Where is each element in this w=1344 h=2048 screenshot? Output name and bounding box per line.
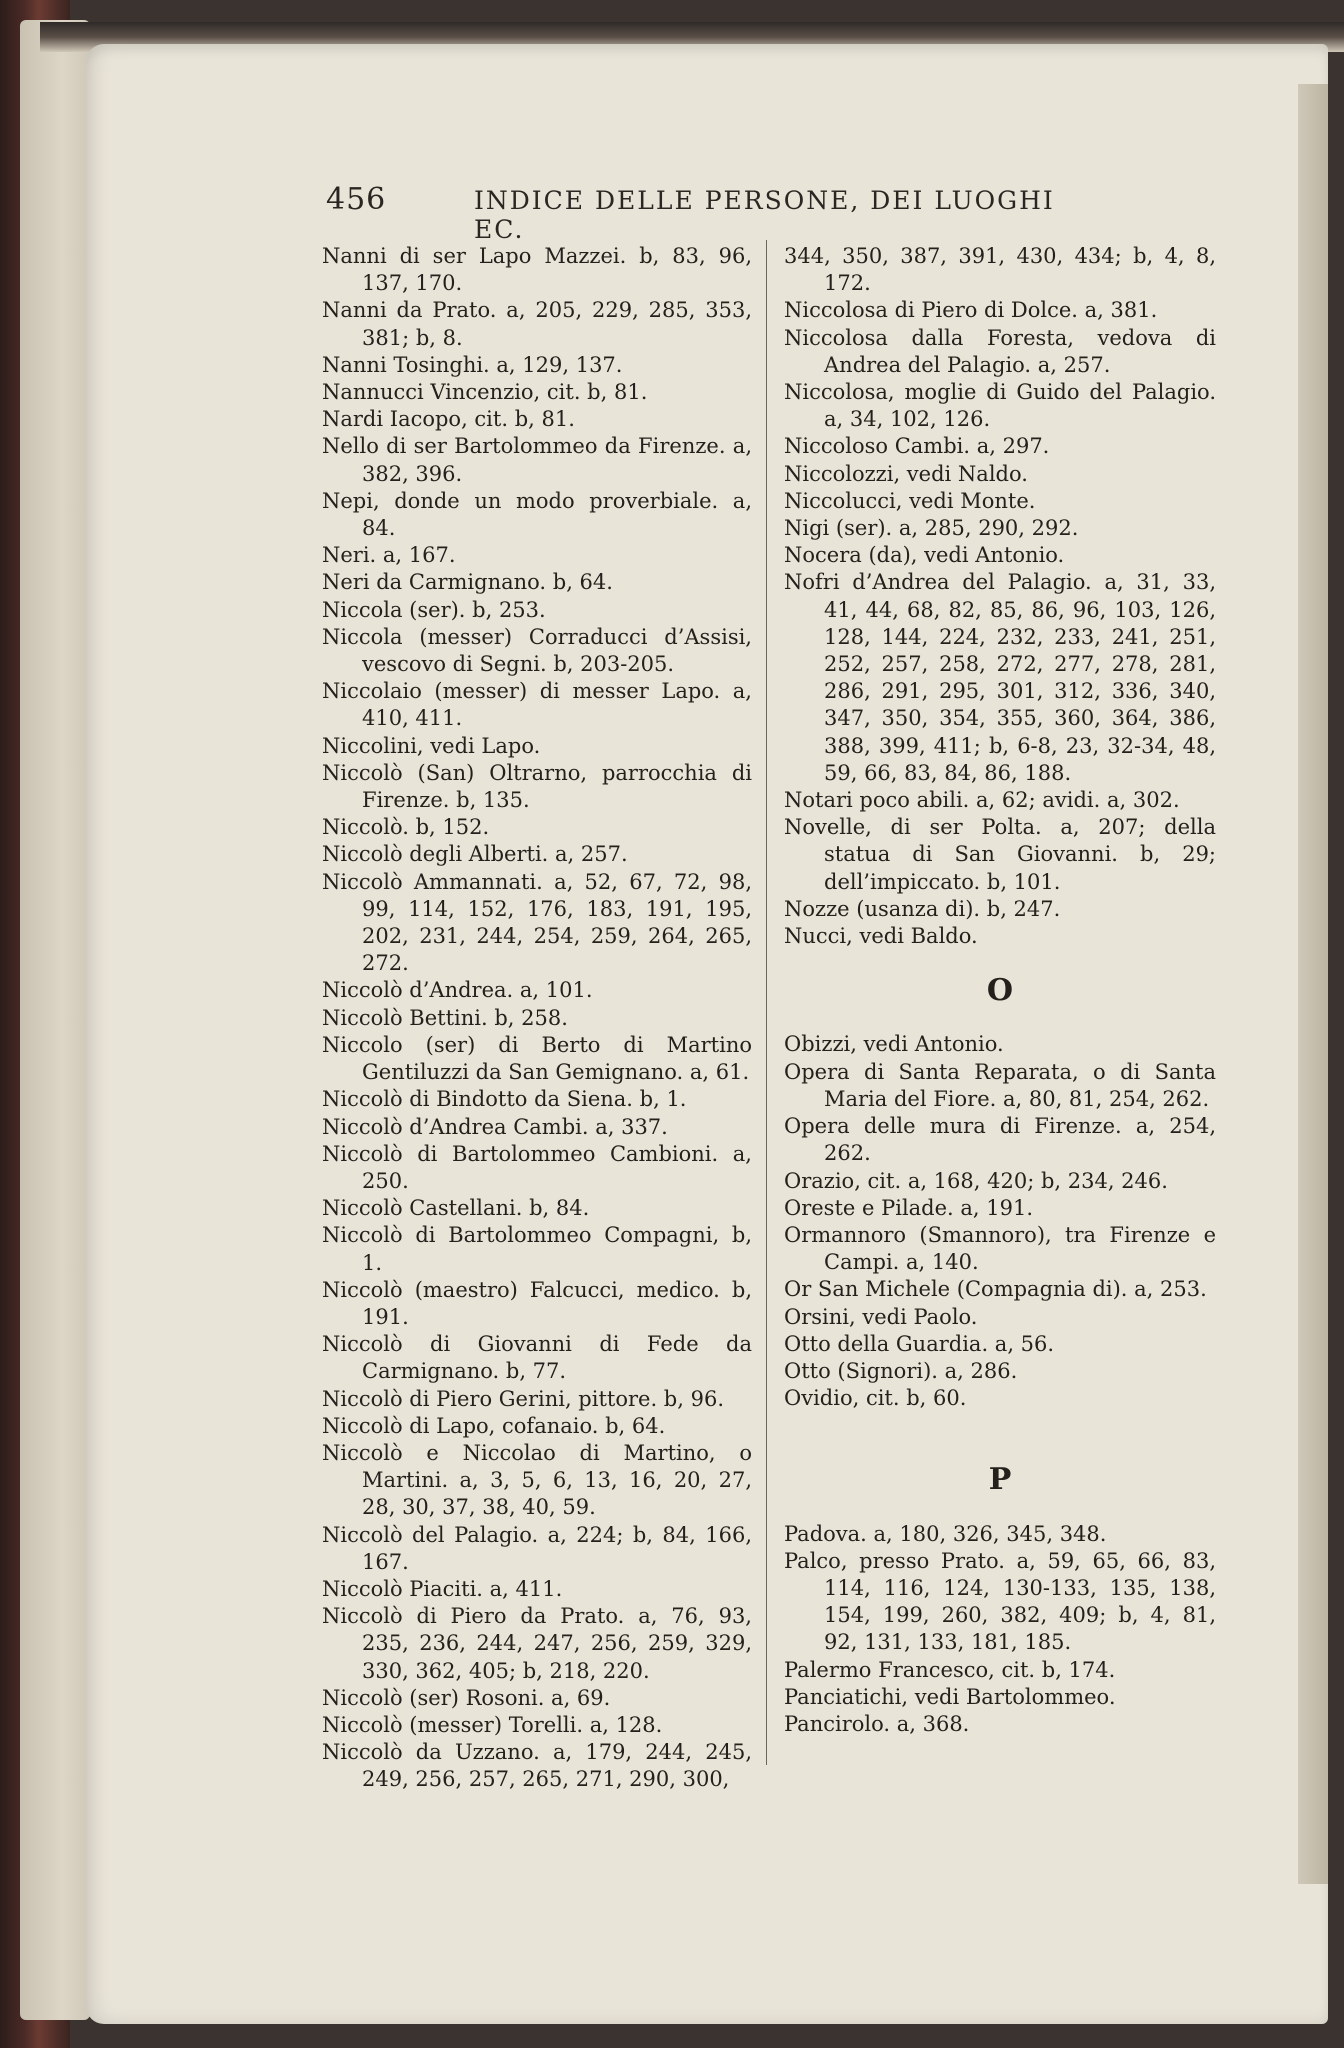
index-entry: Niccolò di Lapo, cofanaio. b, 64. <box>322 1413 666 1438</box>
section-o-entries <box>784 1031 1216 1412</box>
section-letter-p: P <box>988 1462 1012 1498</box>
section-letter-o: O <box>986 973 1014 1009</box>
index-entry: Opera di Santa Reparata, o di Santa Maria del Fiore. a, 80, 81, 254, 262. <box>784 1059 1216 1111</box>
index-entry: Niccolò Ammannati. a, 52, 67, 72, 98, 99, 114, 152, 176, 183, 191, 195, 202, 231, 244, 254, 259, 264, 265, 272. <box>322 869 752 976</box>
index-entry: Nozze (usanza di). b, 247. <box>784 896 1061 921</box>
index-entry: Orazio, cit. a, 168, 420; b, 234, 246. <box>784 1168 1168 1193</box>
index-entry: Niccolò di Bartolommeo Compagni, b, 1. <box>322 1223 752 1275</box>
index-entry: Palermo Francesco, cit. b, 174. <box>784 1657 1116 1682</box>
index-entry: Niccolò (messer) Torelli. a, 128. <box>322 1712 663 1737</box>
index-entry: Niccolò e Niccolao di Martino, o Martini. a, 3, 5, 6, 13, 16, 20, 27, 28, 30, 37, 38, 40, 59. <box>322 1440 752 1520</box>
index-entry: Novelle, di ser Polta. a, 207; della statua di San Giovanni. b, 29; dell’impiccato. b, 101. <box>784 815 1216 894</box>
index-entry: Niccolò di Piero da Prato. a, 76, 93, 235, 236, 244, 247, 256, 259, 329, 330, 362, 405; b, 218, 220. <box>322 1604 752 1683</box>
index-entry: Niccola (messer) Corraducci d’Assisi, vescovo di Segni. b, 203-205. <box>322 624 752 677</box>
index-entry: Niccolosa di Piero di Dolce. a, 381. <box>784 298 1158 323</box>
section-p-entries <box>784 1521 1216 1739</box>
index-entry: Neri. a, 167. <box>322 543 456 568</box>
index-entry: Nucci, vedi Baldo. <box>784 924 978 949</box>
index-entry: Ormannoro (Smannoro), tra Firenze e Campi. a, 140. <box>784 1222 1216 1275</box>
index-entry: Niccolucci, vedi Monte. <box>784 488 1036 513</box>
index-entry: Niccolosa, moglie di Guido del Palagio. a, 34, 102, 126. <box>784 380 1216 432</box>
index-entry: Niccolozzi, vedi Naldo. <box>784 461 1028 486</box>
running-head: INDICE DELLE PERSONE, DEI LUOGHI EC. <box>474 186 1055 244</box>
index-entry: Otto della Guardia. a, 56. <box>784 1331 1055 1356</box>
index-entry: Niccolò. b, 152. <box>322 815 490 840</box>
index-entry: Or San Michele (Compagnia di). a, 253. <box>784 1277 1207 1302</box>
index-entry: Oreste e Pilade. a, 191. <box>784 1195 1034 1220</box>
index-entry: Niccolò degli Alberti. a, 257. <box>322 842 628 867</box>
index-entry: Nofri d’Andrea del Palagio. a, 31, 33, 41, 44, 68, 82, 85, 86, 96, 103, 126, 128, 144, 224, 232, 233, 241, 251, 252, 257, 258, 272, 277, 278, 281, 286, 291, 295, 301, 312, 336, 340, 347, 350, 354, 355, 360, 364, 386, 388, 399, 411; b, 6-8, 23, 32-34, 48, 59, 66, 83, 84, 86, 188. <box>784 570 1216 785</box>
index-entry: Palco, presso Prato. a, 59, 65, 66, 83, 114, 116, 124, 130-133, 135, 138, 154, 199, 260, 382, 409; b, 4, 81, 92, 131, 133, 181, 185. <box>784 1548 1216 1655</box>
adjacent-page-edge <box>1298 84 1328 1884</box>
index-entry: Niccolò (ser) Rosoni. a, 69. <box>322 1685 611 1710</box>
index-entry: Nanni Tosinghi. a, 129, 137. <box>322 352 623 377</box>
index-entry: Nanni da Prato. a, 205, 229, 285, 353, 381; b, 8. <box>322 298 752 350</box>
index-entry: Niccolò di Bindotto da Siena. b, 1. <box>322 1087 687 1112</box>
index-entry: Niccolò del Palagio. a, 224; b, 84, 166, 167. <box>322 1522 752 1574</box>
index-entry: Nardi Iacopo, cit. b, 81. <box>322 407 575 432</box>
index-entry: Niccolò Piaciti. a, 411. <box>322 1576 563 1601</box>
index-entry: Niccolosa dalla Foresta, vedova di Andrea del Palagio. a, 257. <box>784 325 1216 377</box>
index-entry: Nanni di ser Lapo Mazzei. b, 83, 96, 137, 170. <box>322 244 752 296</box>
index-entry: Nocera (da), vedi Antonio. <box>784 543 1065 568</box>
index-entry: Nigi (ser). a, 285, 290, 292. <box>784 516 1079 541</box>
index-entry: Niccola (ser). b, 253. <box>322 597 546 622</box>
index-entry: Niccolini, vedi Lapo. <box>322 733 541 758</box>
index-entry: Niccolò di Bartolommeo Cambioni. a, 250. <box>322 1141 752 1193</box>
index-entry: Neri da Carmignano. b, 64. <box>322 570 613 595</box>
index-entry: Nello di ser Bartolommeo da Firenze. a, 382, 396. <box>322 434 752 486</box>
index-entry: Niccolò (San) Oltrarno, parrocchia di Firenze. b, 135. <box>322 760 752 813</box>
index-entry: Niccolò Castellani. b, 84. <box>322 1196 590 1221</box>
index-entry: Niccolò Bettini. b, 258. <box>322 1005 568 1030</box>
index-entry: Niccolò da Uzzano. a, 179, 244, 245, 249, 256, 257, 265, 271, 290, 300, <box>322 1740 752 1792</box>
index-entry: Notari poco abili. a, 62; avidi. a, 302. <box>784 788 1180 813</box>
index-column-right <box>784 243 1216 1738</box>
column-divider <box>766 240 767 1765</box>
index-entry: Opera delle mura di Firenze. a, 254, 262. <box>784 1114 1216 1166</box>
index-entry: Padova. a, 180, 326, 345, 348. <box>784 1521 1107 1546</box>
index-entry: Pancirolo. a, 368. <box>784 1711 970 1736</box>
index-entry: Nepi, donde un modo proverbiale. a, 84. <box>322 488 752 541</box>
index-entry: 344, 350, 387, 391, 430, 434; b, 4, 8, 172. <box>784 244 1216 296</box>
index-entry: Niccolò di Piero Gerini, pittore. b, 96. <box>322 1386 724 1411</box>
index-entry: Niccolò d’Andrea. a, 101. <box>322 978 593 1003</box>
section-n-continued <box>784 243 1216 950</box>
index-entry: Orsini, vedi Paolo. <box>784 1304 978 1329</box>
index-entry: Ovidio, cit. b, 60. <box>784 1386 967 1411</box>
page-header <box>326 182 1066 244</box>
index-entry: Niccolaio (messer) di messer Lapo. a, 410, 411. <box>322 679 752 731</box>
page-stack-edge <box>20 20 90 2020</box>
index-entry: Obizzi, vedi Antonio. <box>784 1032 1004 1057</box>
index-entry: Niccolò (maestro) Falcucci, medico. b, 191. <box>322 1277 752 1329</box>
index-entry: Panciatichi, vedi Bartolommeo. <box>784 1684 1116 1709</box>
index-column-left <box>322 243 752 1794</box>
index-entry: Niccolo (ser) di Berto di Martino Gentiluzzi da San Gemignano. a, 61. <box>322 1032 752 1085</box>
page-number: 456 <box>326 182 387 217</box>
index-entry: Niccolò di Giovanni di Fede da Carmignano. b, 77. <box>322 1332 752 1384</box>
index-entry: Otto (Signori). a, 286. <box>784 1358 1018 1383</box>
index-entry: Niccoloso Cambi. a, 297. <box>784 434 1050 459</box>
index-entry: Nannucci Vincenzio, cit. b, 81. <box>322 380 648 405</box>
index-entry: Niccolò d’Andrea Cambi. a, 337. <box>322 1114 668 1139</box>
